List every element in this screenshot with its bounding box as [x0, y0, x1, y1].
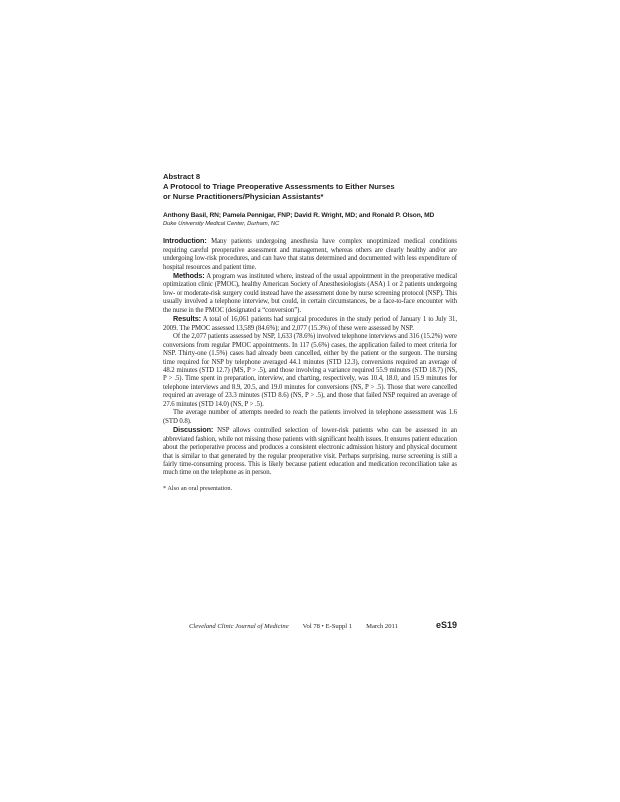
journal-date: March 2011: [366, 623, 398, 630]
results-text: A total of 16,061 patients had surgical procedures in the study period of January 1 to July 31, 2009. The PMOC assessed 13,589 (84.6%); and 2,077 (15.3%) of these were assessed by NSP.: [163, 316, 457, 332]
methods-heading: Methods:: [173, 271, 205, 280]
introduction-paragraph: [163, 237, 457, 272]
page-footer: [189, 620, 457, 630]
discussion-heading: Discussion:: [173, 425, 214, 435]
discussion-paragraph: [163, 426, 457, 478]
methods-text: A program was instituted where, instead of the usual appointment in the preoperative medical optimization clinic (PMOC), healthy American Society of Anesthesiologists (ASA) 1 or 2 patients undergoing low- or moderate-risk surgery could instead have the assessment done by nurse screening protocol (NSP). This usually involved a telephone interview, but could, in certain circumstances, be a face-to-face encounter with the nurse in the PMOC (designated a “conversion”).: [163, 273, 458, 314]
results-paragraph-3: The average number of attempts needed to reach the patients involved in telephone assessment was 1.6 (STD 0.8).: [163, 409, 457, 425]
discussion-text: NSP allows controlled selection of lower-risk patients who can be assessed in an abbreviated fashion, while not missing those patients with significant health issues. It ensures patient education about the perioperative process and produces a consistent electronic admission history and physical document that is similar to that generated by the regular preoperative visit. Perhaps surprising, nurse screening is still a fairly time-consuming process. This is likely because patient education and medication reconciliation take as much time on the telephone as in person.: [163, 427, 457, 477]
methods-paragraph: [163, 272, 457, 315]
abstract-title-line-2: or Nurse Practitioners/Physician Assistants*: [163, 191, 324, 201]
results-heading: Results:: [173, 314, 201, 324]
affiliation: Duke University Medical Center, Durham, NC: [163, 221, 280, 228]
abstract-number: Abstract 8: [163, 172, 201, 181]
journal-volume: Vol 78 • E-Suppl 1: [302, 623, 353, 630]
abstract-title-line-1: A Protocol to Triage Preoperative Assessments to Either Nurses: [163, 182, 395, 191]
introduction-text: Many patients undergoing anesthesia have complex unoptimized medical conditions requiring careful preoperative assessment and management, whereas others are clearly healthy and/or are undergoing low-risk procedures, and can have that status determined and documented with less expenditure of hospital resources and patient time.: [163, 238, 457, 271]
journal-name: Cleveland Clinic Journal of Medicine: [189, 623, 289, 630]
introduction-heading: Introduction:: [163, 236, 207, 246]
results-paragraph-2: Of the 2,077 patients assessed by NSP, 1,633 (78.6%) involved telephone interviews and 316 (15.2%) were conversions from regular PMOC appointments. In 117 (5.6%) cases, the application failed to meet criteria for NSP. Thirty-one (1.5%) cases had already been cancelled, either by the patient or the surgeon. The nursing time required for NSP by telephone averaged 44.1 minutes (STD 12.3), conversions required an average of 48.2 minutes (STD 12.7) (MS, P > .5), and those involving a variance required 55.9 minutes (STD 18.7) (NS, P > .5). Time spent in preparation, interview, and charting, respectively, was 10.4, 18.0, and 15.9 minutes for telephone interviews and 8.9, 20.5, and 19.0 minutes for conversions (NS, P > .5). Those that were cancelled required an average of 23.3 minutes (STD 8.6) (NS, P > .5), and those that failed NSP required an average of 27.6 minutes (STD 14.0) (NS, P > .5).: [163, 333, 457, 408]
footnote: * Also an oral presentation.: [163, 484, 233, 492]
abstract-title: [163, 182, 457, 201]
abstract-column: [163, 172, 457, 493]
page-number: eS19: [435, 620, 457, 630]
author-list: Anthony Basil, RN; Pamela Pennigar, FNP; David R. Wright, MD; and Ronald P. Olson, MD: [163, 212, 435, 220]
results-paragraph: [163, 315, 457, 333]
